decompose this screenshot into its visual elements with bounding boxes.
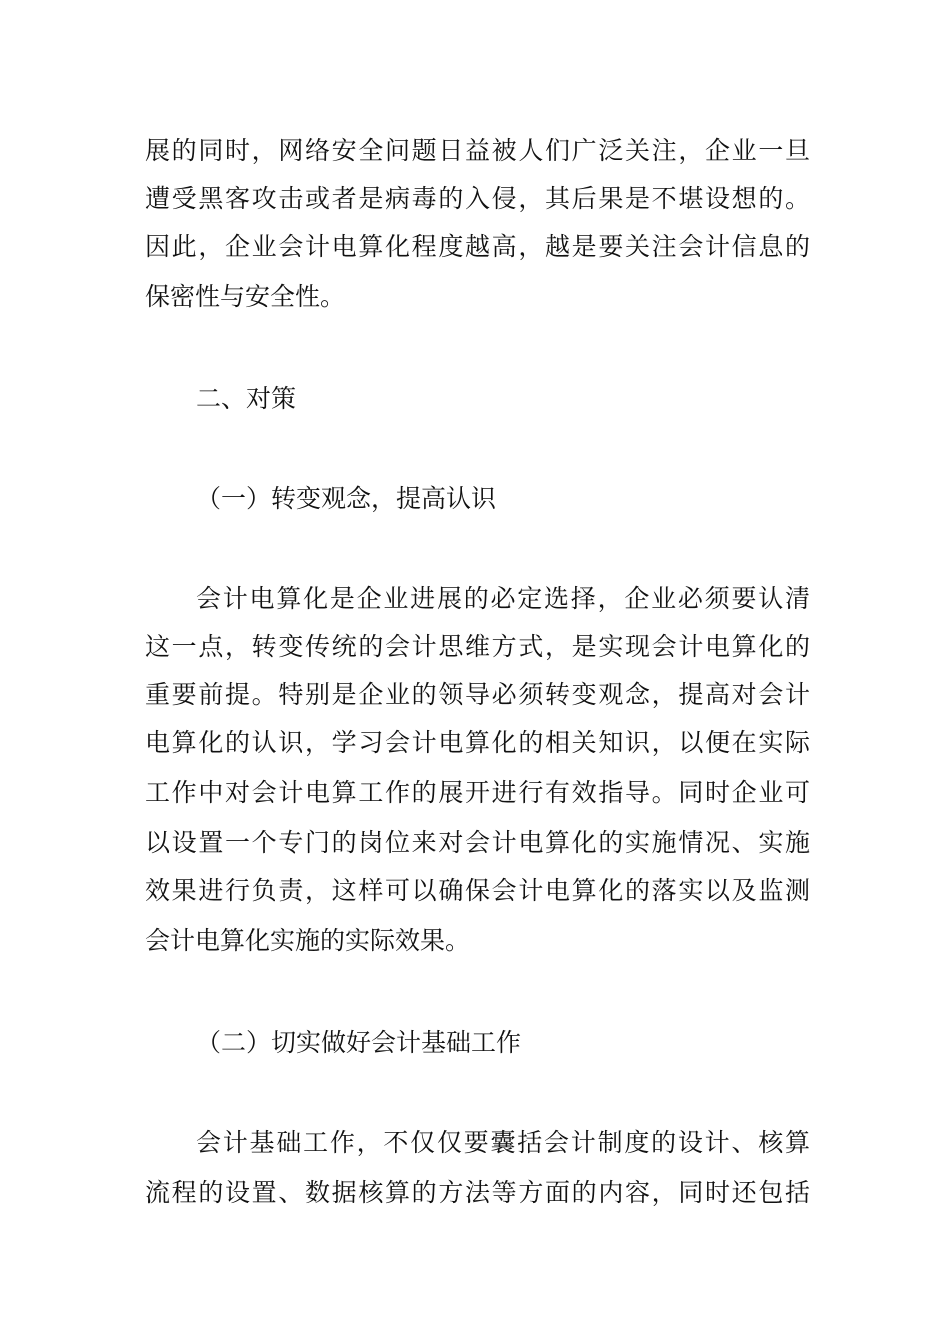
- text-line: 保密性与安全性。: [145, 282, 346, 311]
- text-line: 会计电算化是企业进展的必定选择，企业必须要认清: [196, 584, 810, 613]
- text-line: 会计基础工作，不仅仅要囊括会计制度的设计、核算: [196, 1128, 810, 1157]
- subheading-change-concept: （一）转变观念，提高认识: [196, 484, 497, 513]
- text-line: 因此，企业会计电算化程度越高，越是要关注会计信息的: [145, 232, 810, 261]
- text-line: 流程的设置、数据核算的方法等方面的内容，同时还包括: [145, 1178, 810, 1207]
- text-line: 效果进行负责，这样可以确保会计电算化的落实以及监测: [145, 876, 810, 905]
- text-line: 电算化的认识，学习会计电算化的相关知识，以便在实际: [145, 728, 810, 757]
- text-line: 展的同时，网络安全问题日益被人们广泛关注，企业一旦: [145, 136, 810, 165]
- text-line: 工作中对会计电算工作的展开进行有效指导。同时企业可: [145, 778, 810, 807]
- text-line: 这一点，转变传统的会计思维方式，是实现会计电算化的: [145, 632, 810, 661]
- text-line: 遭受黑客攻击或者是病毒的入侵，其后果是不堪设想的。: [145, 184, 810, 213]
- text-line: 以设置一个专门的岗位来对会计电算化的实施情况、实施: [145, 828, 810, 857]
- section-heading: 二、对策: [196, 384, 297, 413]
- subheading-accounting-basics: （二）切实做好会计基础工作: [196, 1028, 522, 1057]
- text-line: 会计电算化实施的实际效果。: [145, 926, 471, 955]
- text-line: 重要前提。特别是企业的领导必须转变观念，提高对会计: [145, 680, 810, 709]
